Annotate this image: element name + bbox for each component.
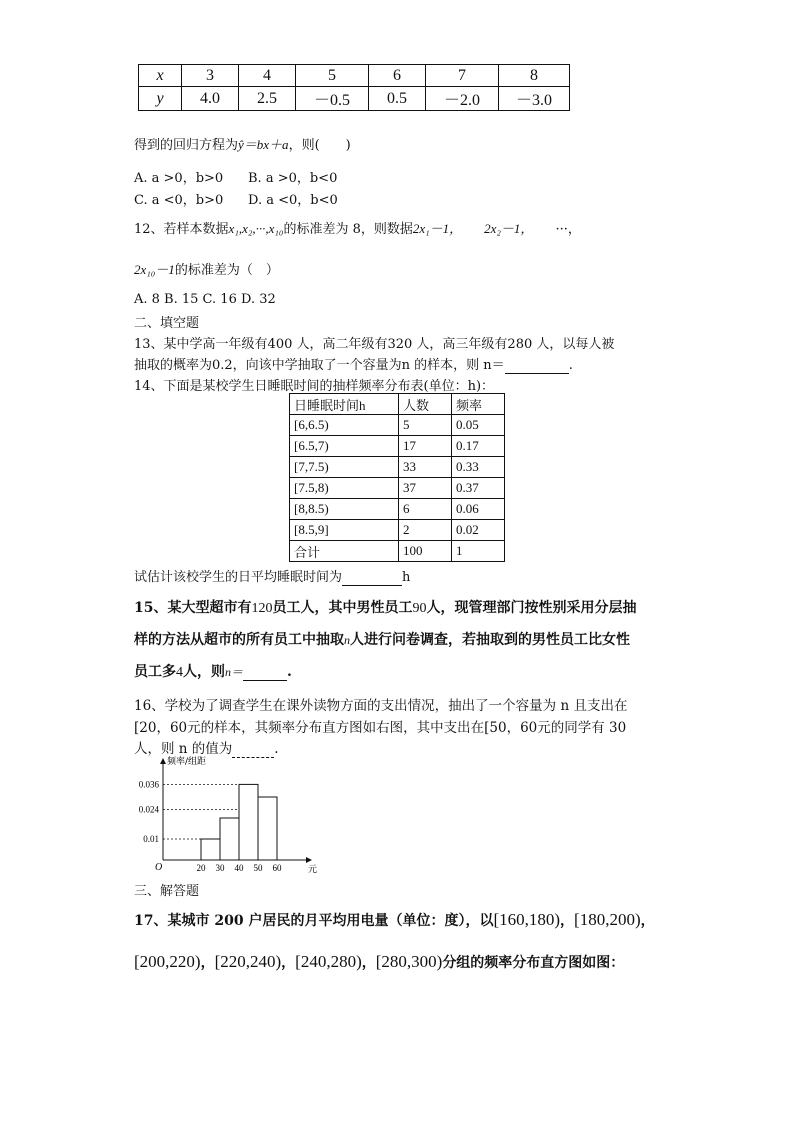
q12-term: 2x₁－1， bbox=[412, 221, 463, 236]
y-row bbox=[139, 87, 570, 111]
x-axis-label: 元 bbox=[308, 865, 318, 875]
q11-stem bbox=[134, 134, 351, 153]
table-header: 频率 bbox=[452, 394, 505, 415]
table-header: 日睡眠时间h bbox=[290, 394, 399, 415]
y-cell: 2.5 bbox=[239, 87, 296, 111]
separator: ， bbox=[200, 955, 215, 971]
table-cell: 0.02 bbox=[452, 520, 505, 541]
y-cell: 4.0 bbox=[182, 87, 239, 111]
table-cell: 37 bbox=[399, 478, 452, 499]
frequency-histogram bbox=[128, 754, 318, 876]
x-cell: 3 bbox=[182, 65, 239, 87]
q11-option-b: B. a >0，b<0 bbox=[248, 171, 338, 186]
section-heading: 二、填空题 bbox=[134, 316, 200, 331]
q15-number: 90 bbox=[412, 601, 427, 616]
table-cell: 2 bbox=[399, 520, 452, 541]
q13-line2 bbox=[134, 354, 573, 374]
q11-option-a: A. a >0，b>0 bbox=[134, 171, 224, 186]
q15-text: 员工多 bbox=[134, 664, 176, 680]
q12-text: 的标准差为（ ） bbox=[174, 263, 279, 278]
x-cell: 6 bbox=[369, 65, 426, 87]
q14-unit: h bbox=[402, 570, 411, 585]
x-cell: 7 bbox=[426, 65, 499, 87]
table-cell: 0.05 bbox=[452, 415, 505, 436]
y-cell: －0.5 bbox=[296, 87, 369, 111]
table-cell: 0.17 bbox=[452, 436, 505, 457]
table-header: 人数 bbox=[399, 394, 452, 415]
q15-text: 人，则 bbox=[183, 664, 225, 680]
table-cell: 0.37 bbox=[452, 478, 505, 499]
y-tick-label: 0.024 bbox=[138, 804, 159, 815]
x-tick-label: 30 bbox=[215, 863, 225, 873]
table-cell: [6.5,7) bbox=[290, 436, 399, 457]
section-heading: 三、解答题 bbox=[134, 884, 200, 899]
table-cell: 6 bbox=[399, 499, 452, 520]
q12-ellipsis: ···， bbox=[555, 222, 581, 237]
interval: [220,240) bbox=[214, 952, 282, 971]
interval: [240,280) bbox=[295, 952, 362, 971]
answer-blank[interactable] bbox=[342, 570, 402, 586]
x-tick-label: 40 bbox=[234, 863, 244, 873]
y-axis-arrow bbox=[160, 758, 166, 764]
q12-stem-cont bbox=[134, 259, 279, 278]
q13-end: . bbox=[568, 358, 573, 373]
q15-number: 4 bbox=[176, 665, 183, 680]
q15-text: 员工人，其中男性员工 bbox=[272, 600, 413, 616]
xy-data-table bbox=[138, 64, 570, 111]
q15-number: 120 bbox=[251, 601, 273, 616]
histogram-bar bbox=[239, 784, 258, 860]
regression-equation: ŷ＝bx＋a bbox=[238, 137, 289, 152]
x-axis-arrow bbox=[306, 857, 312, 863]
table-row bbox=[290, 499, 505, 520]
q15-equation: n＝ bbox=[225, 665, 244, 679]
q12-term: 2x₁₀－1 bbox=[134, 262, 175, 277]
table-cell: 合计 bbox=[290, 541, 399, 562]
histogram-bar bbox=[201, 839, 220, 860]
x-cell: 4 bbox=[239, 65, 296, 87]
x-label-cell: x bbox=[139, 65, 182, 87]
table-row bbox=[290, 457, 505, 478]
q16-text: 人，则 n 的值为 bbox=[134, 741, 233, 757]
table-cell: 33 bbox=[399, 457, 452, 478]
x-cell: 5 bbox=[296, 65, 369, 87]
x-row bbox=[139, 65, 570, 87]
q16-end: . bbox=[274, 741, 279, 757]
x-tick-label: 20 bbox=[196, 863, 206, 873]
histogram-bar bbox=[258, 797, 277, 860]
answer-blank[interactable] bbox=[505, 358, 569, 374]
x-tick-label: 50 bbox=[253, 863, 263, 873]
y-label-cell: y bbox=[139, 87, 182, 111]
q15-text: 人，现管理部门按性别采用分层抽 bbox=[426, 600, 637, 616]
table-row bbox=[290, 520, 505, 541]
q13-line1: 13、某中学高一年级有400 人，高二年级有320 人，高三年级有280 人，以每人被 bbox=[134, 337, 615, 352]
table-total-row bbox=[290, 541, 505, 562]
q12-text: 12、若样本数据 bbox=[134, 222, 229, 237]
q16-line2: [20，60元的样本，其频率分布直方图如右图，其中支出在[50，60元的同学有 30 bbox=[134, 720, 627, 736]
table-row bbox=[290, 415, 505, 436]
q12-options: A. 8 B. 15 C. 16 D. 32 bbox=[134, 292, 276, 307]
q11-text: 得到的回归方程为 bbox=[134, 138, 239, 153]
y-tick-label: 0.01 bbox=[143, 834, 159, 844]
interval: [200,220) bbox=[134, 952, 201, 971]
table-row bbox=[290, 478, 505, 499]
q14-question bbox=[134, 566, 410, 586]
q15-text: 样的方法从超市的所有员工中抽取 bbox=[134, 632, 344, 648]
x-tick-label: 60 bbox=[272, 863, 282, 873]
q15-text: 人进行问卷调查，若抽取到的男性员工比女性 bbox=[350, 632, 630, 648]
q12-text: 的标准差为 8，则数据 bbox=[283, 222, 413, 237]
q17-line2 bbox=[134, 952, 624, 972]
origin-label: O bbox=[155, 862, 163, 873]
q13-text: 抽取的概率为0.2，向该中学抽取了一个容量为n 的样本，则 n＝ bbox=[134, 358, 505, 373]
q15-line3 bbox=[134, 661, 292, 681]
interval: [180,200) bbox=[574, 910, 641, 929]
table-cell: [8.5,9] bbox=[290, 520, 399, 541]
table-cell: 0.06 bbox=[452, 499, 505, 520]
q17-text: 分组的频率分布直方图如图： bbox=[442, 955, 625, 971]
q15-text: 15、某大型超市有 bbox=[134, 600, 252, 616]
table-cell: 17 bbox=[399, 436, 452, 457]
q12-stem bbox=[134, 218, 581, 237]
q14-intro: 14、下面是某校学生日睡眠时间的抽样频率分布表(单位：h)： bbox=[134, 379, 495, 394]
separator: ， bbox=[361, 955, 376, 971]
interval: [160,180) bbox=[493, 910, 561, 929]
table-cell: [6,6.5) bbox=[290, 415, 399, 436]
q11-option-c: C. a <0，b>0 bbox=[134, 193, 224, 208]
q15-line2 bbox=[134, 629, 630, 649]
q11-option-d: D. a <0，b<0 bbox=[248, 193, 338, 208]
frequency-table bbox=[289, 393, 505, 562]
y-axis-label: 频率/组距 bbox=[167, 757, 207, 767]
y-cell: －2.0 bbox=[426, 87, 499, 111]
q16-line1: 16、学校为了调查学生在课外读物方面的支出情况，抽出了一个容量为 n 且支出在 bbox=[134, 698, 628, 714]
table-cell: 100 bbox=[399, 541, 452, 562]
table-cell: 0.33 bbox=[452, 457, 505, 478]
table-cell: 1 bbox=[452, 541, 505, 562]
q17-text: 17、某城市 200 户居民的月平均用电量（单位：度），以 bbox=[134, 913, 494, 929]
table-header-row bbox=[290, 394, 505, 415]
y-cell: －3.0 bbox=[499, 87, 570, 111]
table-cell: [7.5,8) bbox=[290, 478, 399, 499]
table-cell: 5 bbox=[399, 415, 452, 436]
x-cell: 8 bbox=[499, 65, 570, 87]
answer-blank[interactable] bbox=[243, 664, 287, 681]
table-row bbox=[290, 436, 505, 457]
q17-line1 bbox=[134, 910, 655, 930]
q11-text-after: ，则( ) bbox=[288, 138, 351, 153]
q14-text: 试估计该校学生的日平均睡眠时间为 bbox=[134, 570, 343, 585]
separator: ， bbox=[281, 955, 296, 971]
y-cell: 0.5 bbox=[369, 87, 426, 111]
q15-var: n bbox=[344, 633, 350, 647]
table-cell: [8,8.5) bbox=[290, 499, 399, 520]
q12-term: 2x₂－1， bbox=[484, 221, 534, 236]
table-cell: [7,7.5) bbox=[290, 457, 399, 478]
q12-sample-vars: x₁,x₂,···,x₁₀ bbox=[228, 221, 284, 236]
y-tick-label: 0.036 bbox=[138, 779, 159, 790]
separator: ， bbox=[640, 913, 655, 929]
q15-line1 bbox=[134, 597, 636, 617]
histogram-bar bbox=[220, 818, 239, 860]
separator: ， bbox=[560, 913, 575, 929]
interval: [280,300) bbox=[375, 952, 443, 971]
q15-end: . bbox=[287, 664, 292, 680]
